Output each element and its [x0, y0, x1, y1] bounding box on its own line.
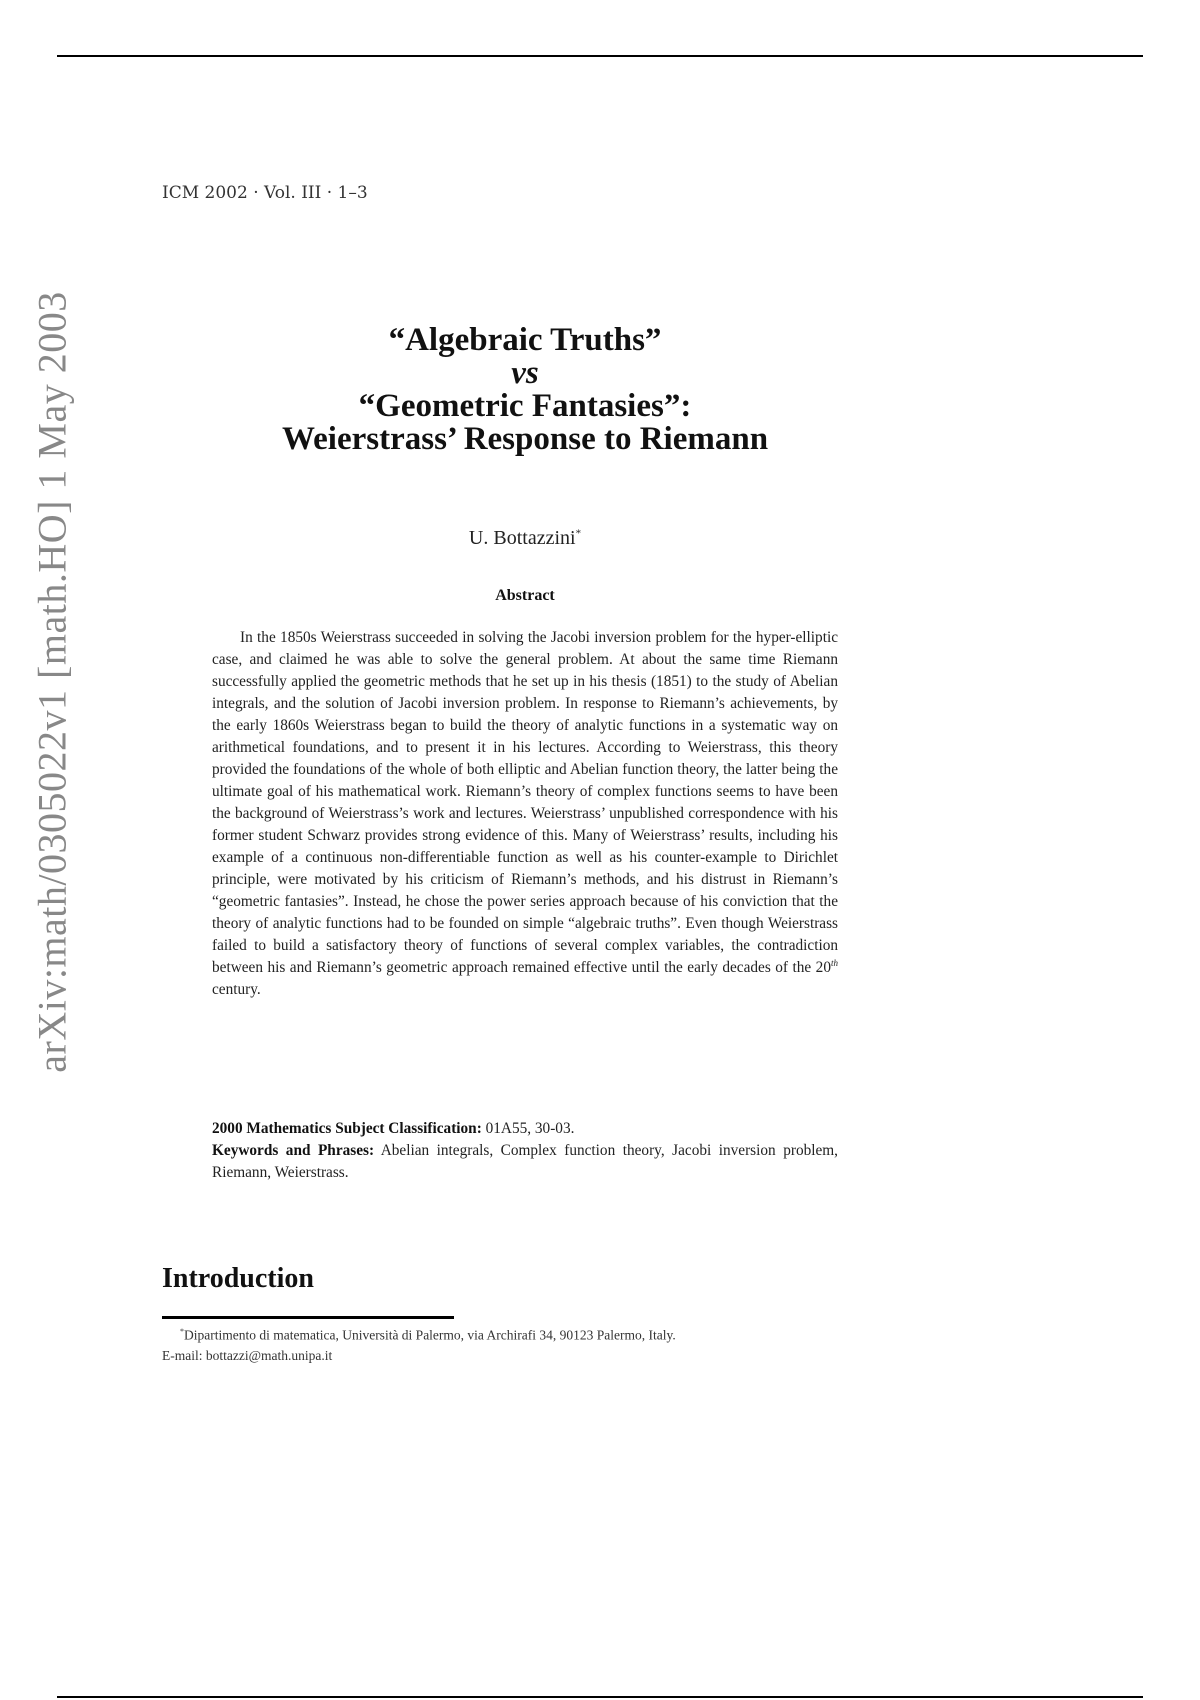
- abstract-text: In the 1850s Weierstrass succeeded in solving the Jacobi inversion problem for the hyper-elliptic case, and claimed he was able to solve the general problem. At about the same time Riemann successfully applied the geometric methods that he set up in his thesis (1851) to the study of Abelian integrals, and the solution of Jacobi inversion problem. In response to Riemann’s achievements, by the early 1860s Weierstrass began to build the theory of analytic functions in a systematic way on arithmetical foundations, and to present it in his lectures. According to Weierstrass, this theory provided the foundations of the whole of both elliptic and Abelian function theory, the latter being the ultimate goal of his mathematical work. Riemann’s theory of complex functions seems to have been the background of Weierstrass’s work and lectures. Weierstrass’ unpublished correspondence with his former student Schwarz provides strong evidence of this. Many of Weierstrass’ results, including his example of a continuous non-differentiable function as well as his counter-example to Dirichlet principle, were motivated by his criticism of Riemann’s methods, and his distrust in Riemann’s “geometric fantasies”. Instead, he chose the power series approach because of his conviction that the theory of analytic functions had to be founded on simple “algebraic truths”. Even though Weierstrass failed to build a satisfactory theory of functions of several complex variables, the contradiction between his and Riemann’s geometric approach remained effective until the early decades of the 20: [212, 629, 838, 976]
- author: [200, 527, 850, 550]
- top-rule: [57, 55, 1143, 57]
- keywords-label: Keywords and Phrases:: [212, 1142, 375, 1159]
- title-line-3: “Geometric Fantasies”:: [358, 388, 692, 424]
- classification-block: [212, 1118, 838, 1184]
- arxiv-identifier-stamp: arXiv:math/0305022v1 [math.HO] 1 May 2003: [29, 291, 75, 1073]
- journal-citation: ICM 2002 · Vol. III · 1–3: [162, 183, 368, 203]
- footnote-affiliation: [162, 1322, 922, 1346]
- footnote-marker: *: [180, 1327, 184, 1336]
- keywords-line: [212, 1140, 838, 1184]
- paper-title: [200, 324, 850, 456]
- footnote-email: E-mail: bottazzi@math.unipa.it: [162, 1347, 333, 1363]
- footnote: [162, 1322, 922, 1366]
- msc-value: 01A55, 30-03.: [481, 1120, 575, 1137]
- footnote-rule: [162, 1316, 454, 1319]
- bottom-rule: [57, 1696, 1143, 1698]
- msc-label: 2000 Mathematics Subject Classification:: [212, 1120, 482, 1137]
- author-footnote-marker: *: [575, 527, 582, 540]
- abstract-text-end: century.: [212, 981, 261, 998]
- section-heading-introduction: Introduction: [162, 1263, 314, 1294]
- title-line-1: “Algebraic Truths”: [388, 322, 662, 358]
- title-line-vs: vs: [511, 355, 539, 391]
- abstract-superscript: th: [830, 957, 838, 968]
- abstract-heading: Abstract: [495, 587, 555, 604]
- keywords-value: Abelian integrals, Complex function theory, Jacobi inversion problem, Riemann, Weierstrass.: [212, 1142, 838, 1181]
- footnote-affiliation-text: Dipartimento di matematica, Università di Palermo, via Archirafi 34, 90123 Palermo, Italy.: [184, 1327, 676, 1343]
- msc-line: [212, 1118, 838, 1140]
- abstract-body: [212, 627, 838, 1001]
- title-line-4: Weierstrass’ Response to Riemann: [281, 421, 769, 457]
- author-name: U. Bottazzini: [468, 527, 576, 549]
